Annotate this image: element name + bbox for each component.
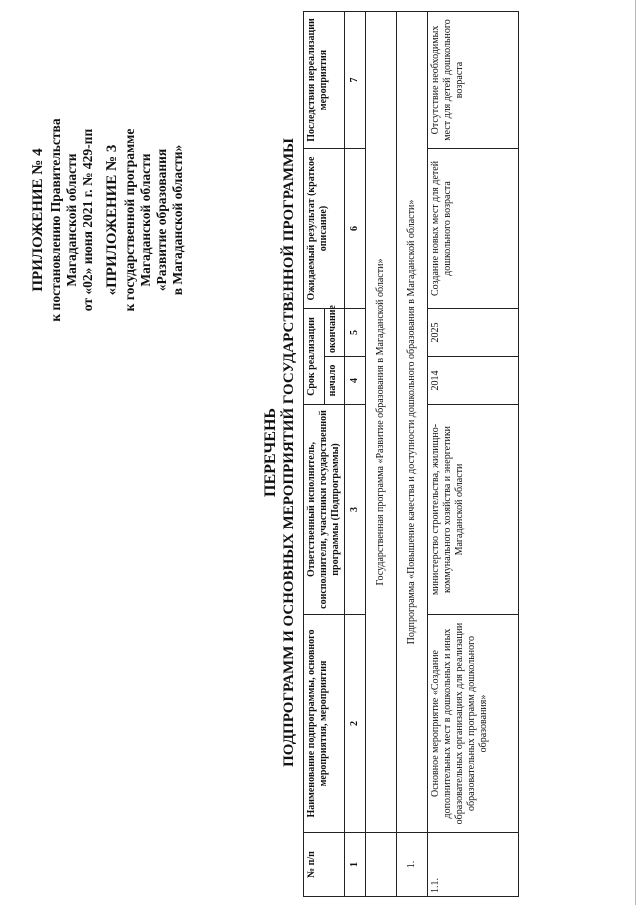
header-num: № п/п [304,833,345,897]
program-section-title: Государственная программа «Развитие образования в Магаданской области» [366,12,397,833]
header-line: к постановлению Правительства [48,118,63,322]
row-end: 2025 [428,309,519,357]
header-line: Магаданской области [64,153,79,287]
header-executor: Ответственный исполнитель, соисполнители, участники государственной программы (Подпрограммы) [304,405,345,615]
header-line: в Магаданской области» [170,144,185,296]
page-edge-line [635,0,636,905]
header-line: к государственной программе [122,128,137,312]
row-consequence: Отсутствие необходимых мест для детей дошкольного возраста [428,12,519,149]
header-name: Наименование подпрограммы, основного мероприятия, мероприятия [304,615,345,833]
column-number: 2 [345,615,366,833]
resolution-date: от «02» июня 2021 г. № 429-пп [80,128,95,312]
column-number: 6 [345,149,366,309]
table-row [428,12,519,897]
table-header-row [304,12,325,897]
header-start: начало [324,357,345,405]
column-number: 3 [345,405,366,615]
header-line: «Развитие образования [154,148,169,292]
row-start: 2014 [428,357,519,405]
row-name: Основное мероприятие «Создание дополнительных мест в дошкольных и иных образовательных организациях для реализации образовательных программ дошкольного образования» [428,615,519,833]
appendix-header [30,55,186,385]
row-number: 1.1. [428,833,519,897]
title-line-1: ПЕРЕЧЕНЬ [262,408,279,497]
header-period: Срок реализации [304,309,325,405]
row-executor: министерство строительства, жилищно-коммунального хозяйства и энергетики Магаданской области [428,405,519,615]
title-line-2: ПОДПРОГРАММ И ОСНОВНЫХ МЕРОПРИЯТИЙ ГОСУДАРСТВЕННОЙ ПРОГРАММЫ [281,138,297,767]
program-table [303,11,519,897]
header-line: Магаданской области [138,153,153,287]
appendix-number-2: «ПРИЛОЖЕНИЕ № 3 [104,144,120,296]
program-section-row [366,12,397,897]
appendix-number: ПРИЛОЖЕНИЕ № 4 [30,148,46,292]
header-consequence: Последствия нереализации мероприятия [304,12,345,149]
column-numbers-row [345,12,366,897]
column-number: 4 [345,357,366,405]
subprogram-row [397,12,428,897]
header-result: Ожидаемый результат (краткое описание) [304,149,345,309]
column-number: 7 [345,12,366,149]
document-title [262,0,298,905]
column-number: 5 [345,309,366,357]
row-result: Создание новых мест для детей дошкольного возраста [428,149,519,309]
subprogram-number: 1. [397,833,428,897]
header-end: окончание [324,309,345,357]
column-number: 1 [345,833,366,897]
subprogram-title: Подпрограмма «Повышение качества и доступности дошкольного образования в Магаданской области» [397,12,428,833]
